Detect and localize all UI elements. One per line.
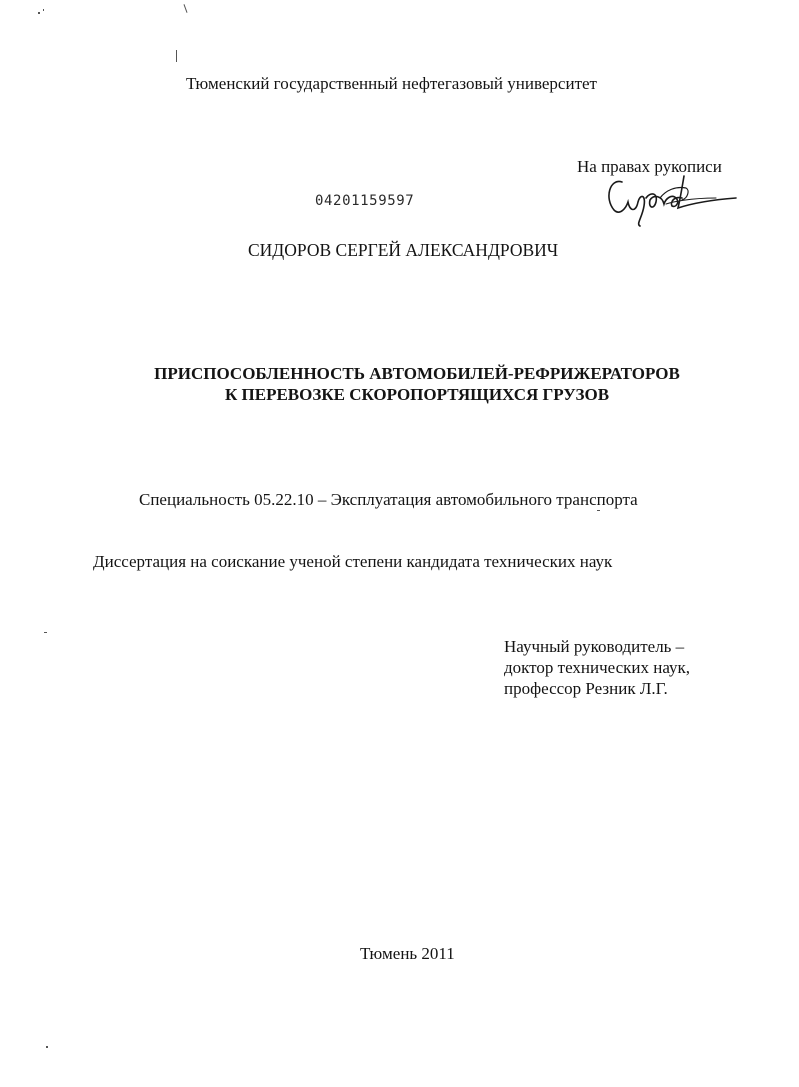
scan-speck: [38, 12, 40, 14]
scan-speck: [44, 632, 47, 633]
signature-image: [600, 168, 740, 228]
place-year: Тюмень 2011: [360, 944, 455, 963]
supervisor-block: [504, 636, 690, 699]
scan-speck: [176, 50, 177, 62]
university-name: Тюменский государственный нефтегазовый университет: [186, 74, 597, 93]
scan-speck: [597, 510, 600, 511]
scan-speck: [43, 9, 44, 11]
rights-note: На правах рукописи: [577, 157, 722, 176]
supervisor-line-1: Научный руководитель –: [504, 637, 685, 656]
title-line-2: К ПЕРЕВОЗКЕ СКОРОПОРТЯЩИХСЯ ГРУЗОВ: [224, 385, 610, 404]
author-name: СИДОРОВ СЕРГЕЙ АЛЕКСАНДРОВИЧ: [248, 240, 559, 260]
document-code: 04201159597: [315, 193, 415, 209]
title-line-1: ПРИСПОСОБЛЕННОСТЬ АВТОМОБИЛЕЙ-РЕФРИЖЕРАТОРОВ: [154, 364, 680, 383]
scan-speck: [46, 1046, 48, 1048]
specialty-line: Специальность 05.22.10 – Эксплуатация автомобильного транспорта: [139, 490, 638, 509]
scan-speck: [183, 4, 187, 13]
dissertation-degree-line: Диссертация на соискание ученой степени кандидата технических наук: [93, 552, 613, 571]
supervisor-line-2: доктор технических наук,: [504, 658, 691, 677]
dissertation-title: [0, 363, 799, 405]
supervisor-line-3: профессор Резник Л.Г.: [504, 679, 668, 698]
